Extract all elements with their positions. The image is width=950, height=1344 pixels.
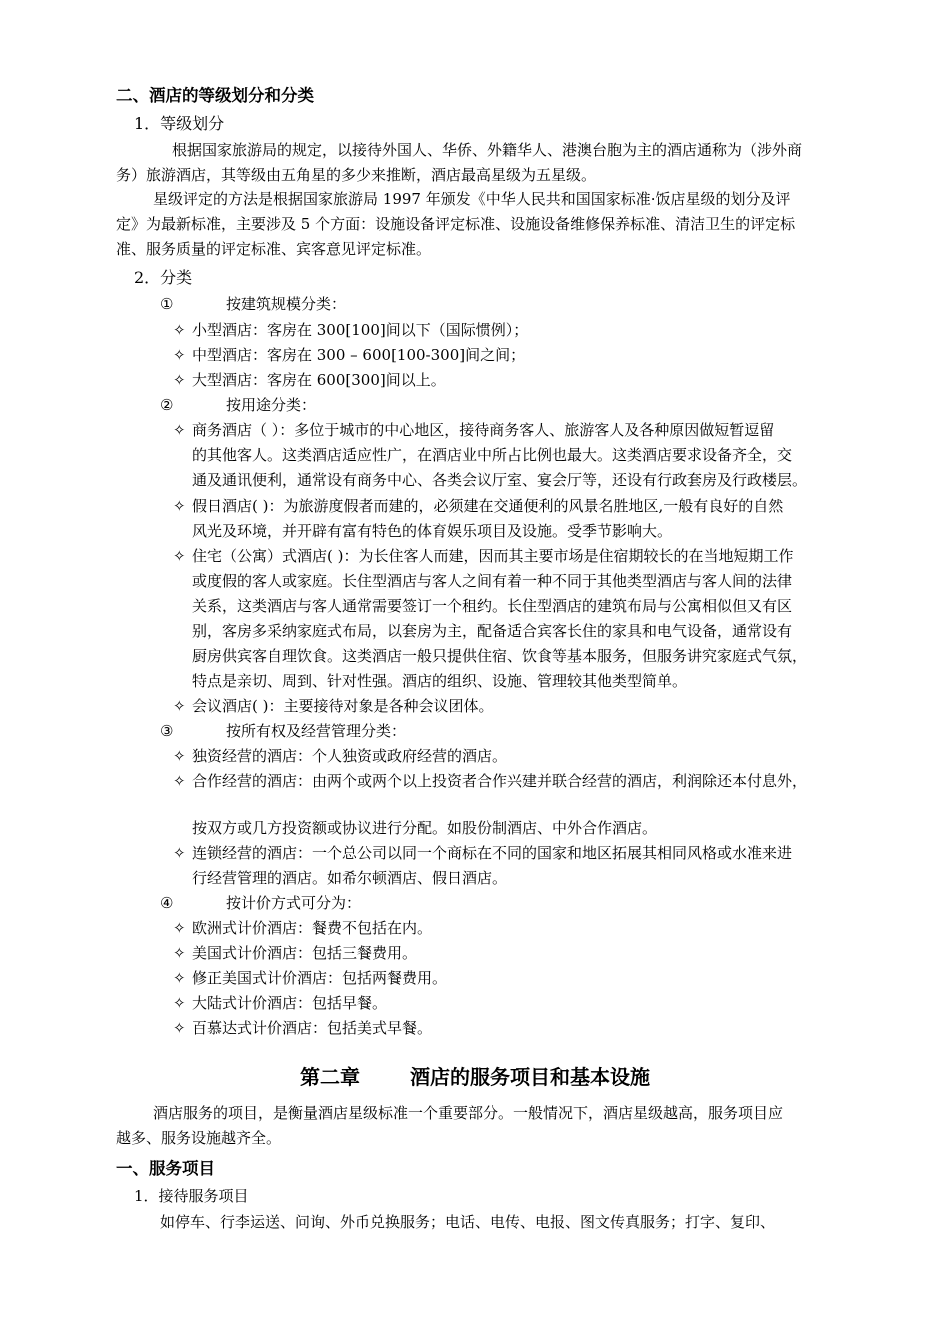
paragraph-line: 酒店服务的项目，是衡量酒店星级标准一个重要部分。一般情况下，酒店星级越高，服务项目应: [153, 1104, 784, 1122]
classification-heading: 2．分类: [134, 268, 193, 287]
list-item: 欧洲式计价酒店：餐费不包括在内。: [192, 919, 433, 937]
list-item: 合作经营的酒店：由两个或两个以上投资者合作兴建并联合经营的酒店，利润除还本付息外，: [192, 772, 808, 790]
group-title: 按计价方式可分为：: [226, 894, 362, 912]
list-item: 商务酒店（ ）：多位于城市的中心地区，接待商务客人、旅游客人及各种原因做短暂逗留: [192, 421, 775, 439]
section-title: 二、酒店的等级划分和分类: [116, 86, 314, 105]
diamond-bullet-icon: ✧: [173, 844, 186, 862]
list-item-continuation: 别，客房多采纳家庭式布局，以套房为主，配备适合宾客长住的家具和电气设备，通常设有: [192, 622, 793, 640]
list-item: 美国式计价酒店：包括三餐费用。: [192, 944, 418, 962]
circled-number-2: ②: [160, 396, 174, 414]
list-item: 住宅（公寓）式酒店( )：为长住客人而建，因而其主要市场是住宿期较长的在当地短期工作: [192, 547, 794, 565]
diamond-bullet-icon: ✧: [173, 321, 186, 339]
paragraph-line: 定》为最新标准，主要涉及 5 个方面：设施设备评定标准、设施设备维修保养标准、清洁卫生的评定标: [116, 215, 796, 233]
list-item-continuation: 特点是亲切、周到、针对性强。酒店的组织、设施、管理较其他类型简单。: [192, 672, 688, 690]
list-item: 会议酒店( )：主要接待对象是各种会议团体。: [192, 697, 494, 715]
section-title: 一、服务项目: [116, 1159, 215, 1178]
list-item: 独资经营的酒店：个人独资或政府经营的酒店。: [192, 747, 508, 765]
grading-heading: 1．等级划分: [134, 114, 225, 133]
list-item: 连锁经营的酒店：一个总公司以同一个商标在不同的国家和地区拓展其相同风格或水准来进: [192, 844, 793, 862]
list-item-continuation: 行经营管理的酒店。如希尔顿酒店、假日酒店。: [192, 869, 508, 887]
diamond-bullet-icon: ✧: [173, 371, 186, 389]
list-item-continuation: 通及通讯便利，通常设有商务中心、各类会议厅室、宴会厅等，还设有行政套房及行政楼层。: [192, 471, 808, 489]
diamond-bullet-icon: ✧: [173, 994, 186, 1012]
paragraph-line: 根据国家旅游局的规定，以接待外国人、华侨、外籍华人、港澳台胞为主的酒店通称为（涉外商: [172, 141, 803, 159]
list-item-continuation: 或度假的客人或家庭。长住型酒店与客人之间有着一种不同于其他类型酒店与客人间的法律: [192, 572, 793, 590]
circled-number-1: ①: [160, 295, 174, 313]
diamond-bullet-icon: ✧: [173, 421, 186, 439]
list-item-continuation: 的其他客人。这类酒店适应性广，在酒店业中所占比例也最大。这类酒店要求设备齐全，交: [192, 446, 793, 464]
list-item: 假日酒店( )：为旅游度假者而建的，必须建在交通便利的风景名胜地区,一般有良好的自然: [192, 497, 784, 515]
list-item: 百慕达式计价酒店：包括美式早餐。: [192, 1019, 433, 1037]
diamond-bullet-icon: ✧: [173, 697, 186, 715]
diamond-bullet-icon: ✧: [173, 919, 186, 937]
paragraph-line: 准、服务质量的评定标准、宾客意见评定标准。: [116, 240, 432, 258]
list-item: 大陆式计价酒店：包括早餐。: [192, 994, 388, 1012]
chapter-title: 酒店的服务项目和基本设施: [410, 1065, 650, 1089]
circled-number-4: ④: [160, 894, 174, 912]
list-item: 修正美国式计价酒店：包括两餐费用。: [192, 969, 448, 987]
list-item: 中型酒店：客房在 300 – 600[100-300]间之间；: [192, 346, 526, 364]
item-heading: 1．接待服务项目: [134, 1187, 249, 1205]
paragraph-line: 如停车、行李运送、问询、外币兑换服务；电话、电传、电报、图文传真服务；打字、复印、: [160, 1213, 776, 1231]
paragraph-line: 越多、服务设施越齐全。: [116, 1129, 282, 1147]
list-item-continuation: 关系，这类酒店与客人通常需要签订一个租约。长住型酒店的建筑布局与公寓相似但又有区: [192, 597, 793, 615]
chapter-label: 第二章: [300, 1065, 360, 1089]
list-item-continuation: 厨房供宾客自理饮食。这类酒店一般只提供住宿、饮食等基本服务，但服务讲究家庭式气氛，: [192, 647, 808, 665]
group-title: 按建筑规模分类：: [226, 295, 347, 313]
diamond-bullet-icon: ✧: [173, 772, 186, 790]
list-item-continuation: 按双方或几方投资额或协议进行分配。如股份制酒店、中外合作酒店。: [192, 819, 658, 837]
diamond-bullet-icon: ✧: [173, 747, 186, 765]
list-item-continuation: 风光及环境，并开辟有富有特色的体育娱乐项目及设施。受季节影响大。: [192, 522, 673, 540]
diamond-bullet-icon: ✧: [173, 497, 186, 515]
paragraph-line: 星级评定的方法是根据国家旅游局 1997 年颁发《中华人民共和国国家标准·饭店星级的划分及评: [153, 190, 791, 208]
list-item: 大型酒店：客房在 600[300]间以上。: [192, 371, 446, 389]
paragraph-line: 务）旅游酒店，其等级由五角星的多少来推断，酒店最高星级为五星级。: [116, 166, 597, 184]
diamond-bullet-icon: ✧: [173, 346, 186, 364]
circled-number-3: ③: [160, 722, 174, 740]
diamond-bullet-icon: ✧: [173, 547, 186, 565]
group-title: 按用途分类：: [226, 396, 317, 414]
diamond-bullet-icon: ✧: [173, 1019, 186, 1037]
group-title: 按所有权及经营管理分类：: [226, 722, 407, 740]
diamond-bullet-icon: ✧: [173, 944, 186, 962]
list-item: 小型酒店：客房在 300[100]间以下（国际惯例）；: [192, 321, 529, 339]
diamond-bullet-icon: ✧: [173, 969, 186, 987]
